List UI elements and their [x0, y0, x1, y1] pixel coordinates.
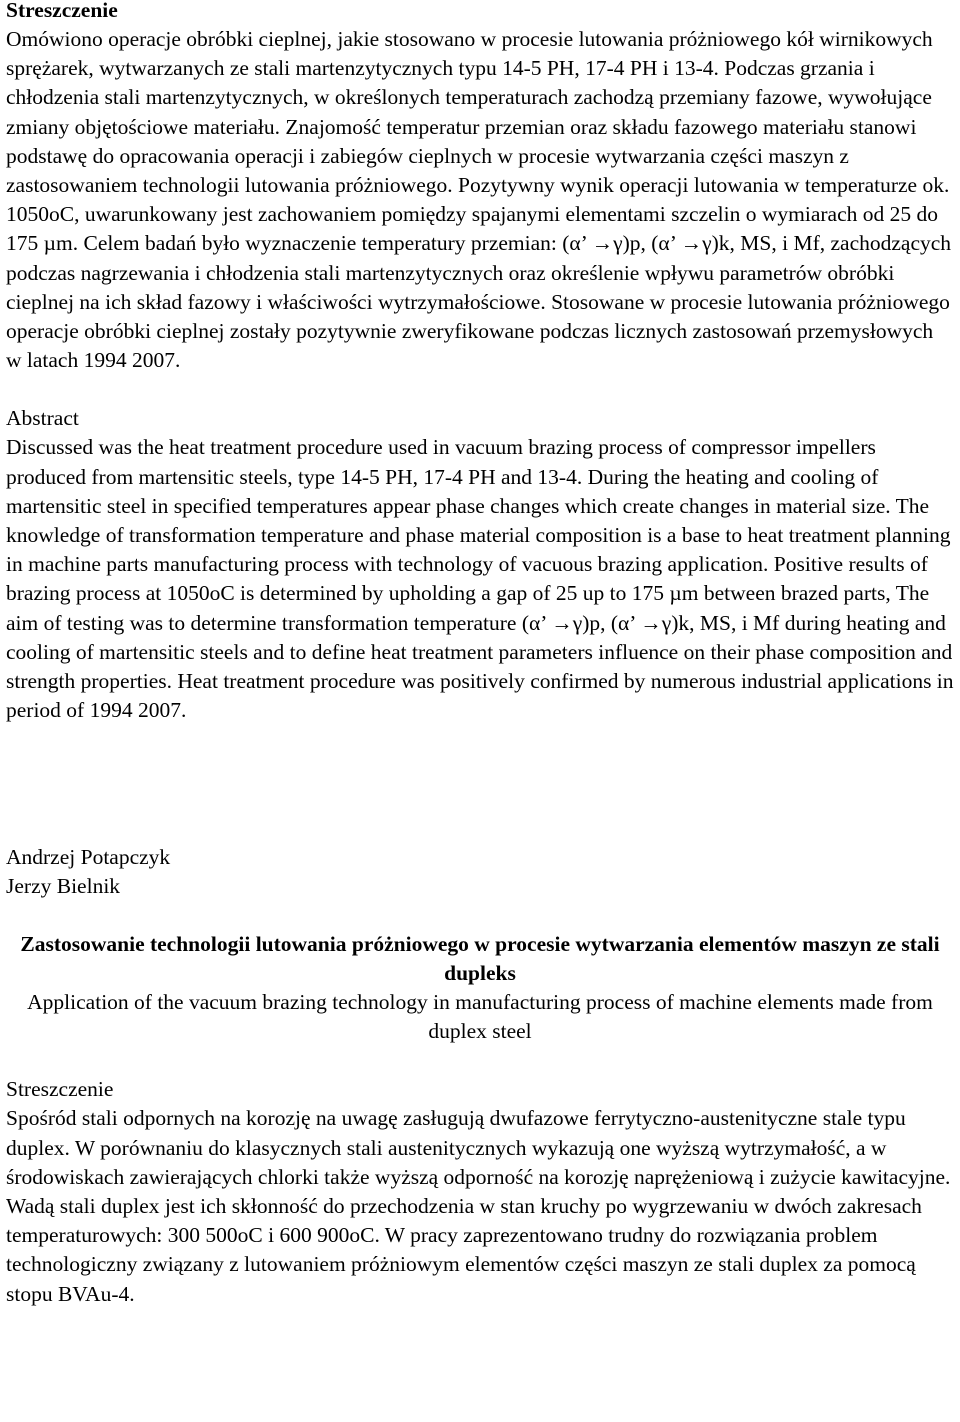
spacer: [6, 375, 954, 404]
streszczenie-heading: Streszczenie: [6, 0, 118, 22]
article-title-pl: Zastosowanie technologii lutowania próżniowego w procesie wytwarzania elementów maszyn ze stali dupleks: [20, 932, 940, 986]
spacer: [6, 901, 954, 930]
abstract-text: Discussed was the heat treatment procedure used in vacuum brazing process of compressor impellers produced from martensitic steels, type 14-5 PH, 17-4 PH and 13-4. During the heating and cooling of martensitic steel in specified temperatures appear phase changes which create changes in material size. The knowledge of transformation temperature and phase material composition is a base to heat treatment planning in machine parts manufacturing process with technology of vacuous brazing application. Positive results of brazing process at 1050oC is determined by upholding a gap of 25 up to 175 µm between brazed parts, The aim of testing was to determine transformation temperature (α’ →γ)p, (α’ →γ)k, MS, i Mf during heating and cooling of martensitic steels and to define heat treatment parameters influence on their phase composition and strength properties. Heat treatment procedure was positively confirmed by numerous industrial applications in period of 1994 2007.: [6, 435, 954, 723]
abstract-heading: Abstract: [6, 406, 79, 431]
article-title-en: Application of the vacuum brazing technology in manufacturing process of machine elements made from duplex steel: [27, 990, 933, 1044]
author-name: Andrzej Potapczyk: [6, 845, 171, 870]
streszczenie-text-2: Spośród stali odpornych na korozję na uwagę zasługują dwufazowe ferrytyczno-austenityczne stale typu duplex. W porównaniu do klasycznych stali austenitycznych wykazują one wyższą wytrzymałość, a w środowiskach zawierających chlorki także wyższą odporność na korozję naprężeniową i zużycie kawitacyjne. Wadą stali duplex jest ich skłonność do przechodzenia w stan kruchy po wygrzewaniu w dwóch zakresach temperaturowych: 300 500oC i 600 900oC. W pracy zaprezentowano trudny do rozwiązania problem technologiczny związany z lutowaniem próżniowym elementów części maszyn ze stali duplex za pomocą stopu BVAu-4.: [6, 1106, 951, 1306]
spacer: [6, 1046, 954, 1075]
streszczenie-text: Omówiono operacje obróbki cieplnej, jakie stosowano w procesie lutowania próżniowego kół wirnikowych sprężarek, wytwarzanych ze stali martenzytycznych typu 14-5 PH, 17-4 PH i 13-4. Podczas grzania i chłodzenia stali martenzytycznych, w określonych temperaturach zachodzą przemiany fazowe, wywołujące zmiany objętościowe materiału. Znajomość temperatur przemian oraz składu fazowego materiału stanowi podstawę do opracowania operacji i zabiegów cieplnych w procesie wytwarzania części maszyn z zastosowaniem technologii lutowania próżniowego. Pozytywny wynik operacji lutowania w temperaturze ok. 1050oC, uwarunkowany jest zachowaniem pomiędzy spajanymi elementami szczelin o wymiarach od 25 do 175 µm. Celem badań było wyznaczenie temperatury przemian: (α’ →γ)p, (α’ →γ)k, MS, i Mf, zachodzących podczas nagrzewania i chłodzenia stali martenzytycznych oraz określenie wpływu parametrów obróbki cieplnej na ich skład fazowy i właściwości wytrzymałościowe. Stosowane w procesie lutowania próżniowego operacje obróbki cieplnej zostały pozytywnie zweryfikowane podczas licznych zastosowań przemysłowych w latach 1994 2007.: [6, 27, 952, 373]
streszczenie-heading-2: Streszczenie: [6, 1077, 114, 1102]
spacer: [6, 725, 954, 843]
author-name: Jerzy Bielnik: [6, 874, 121, 899]
